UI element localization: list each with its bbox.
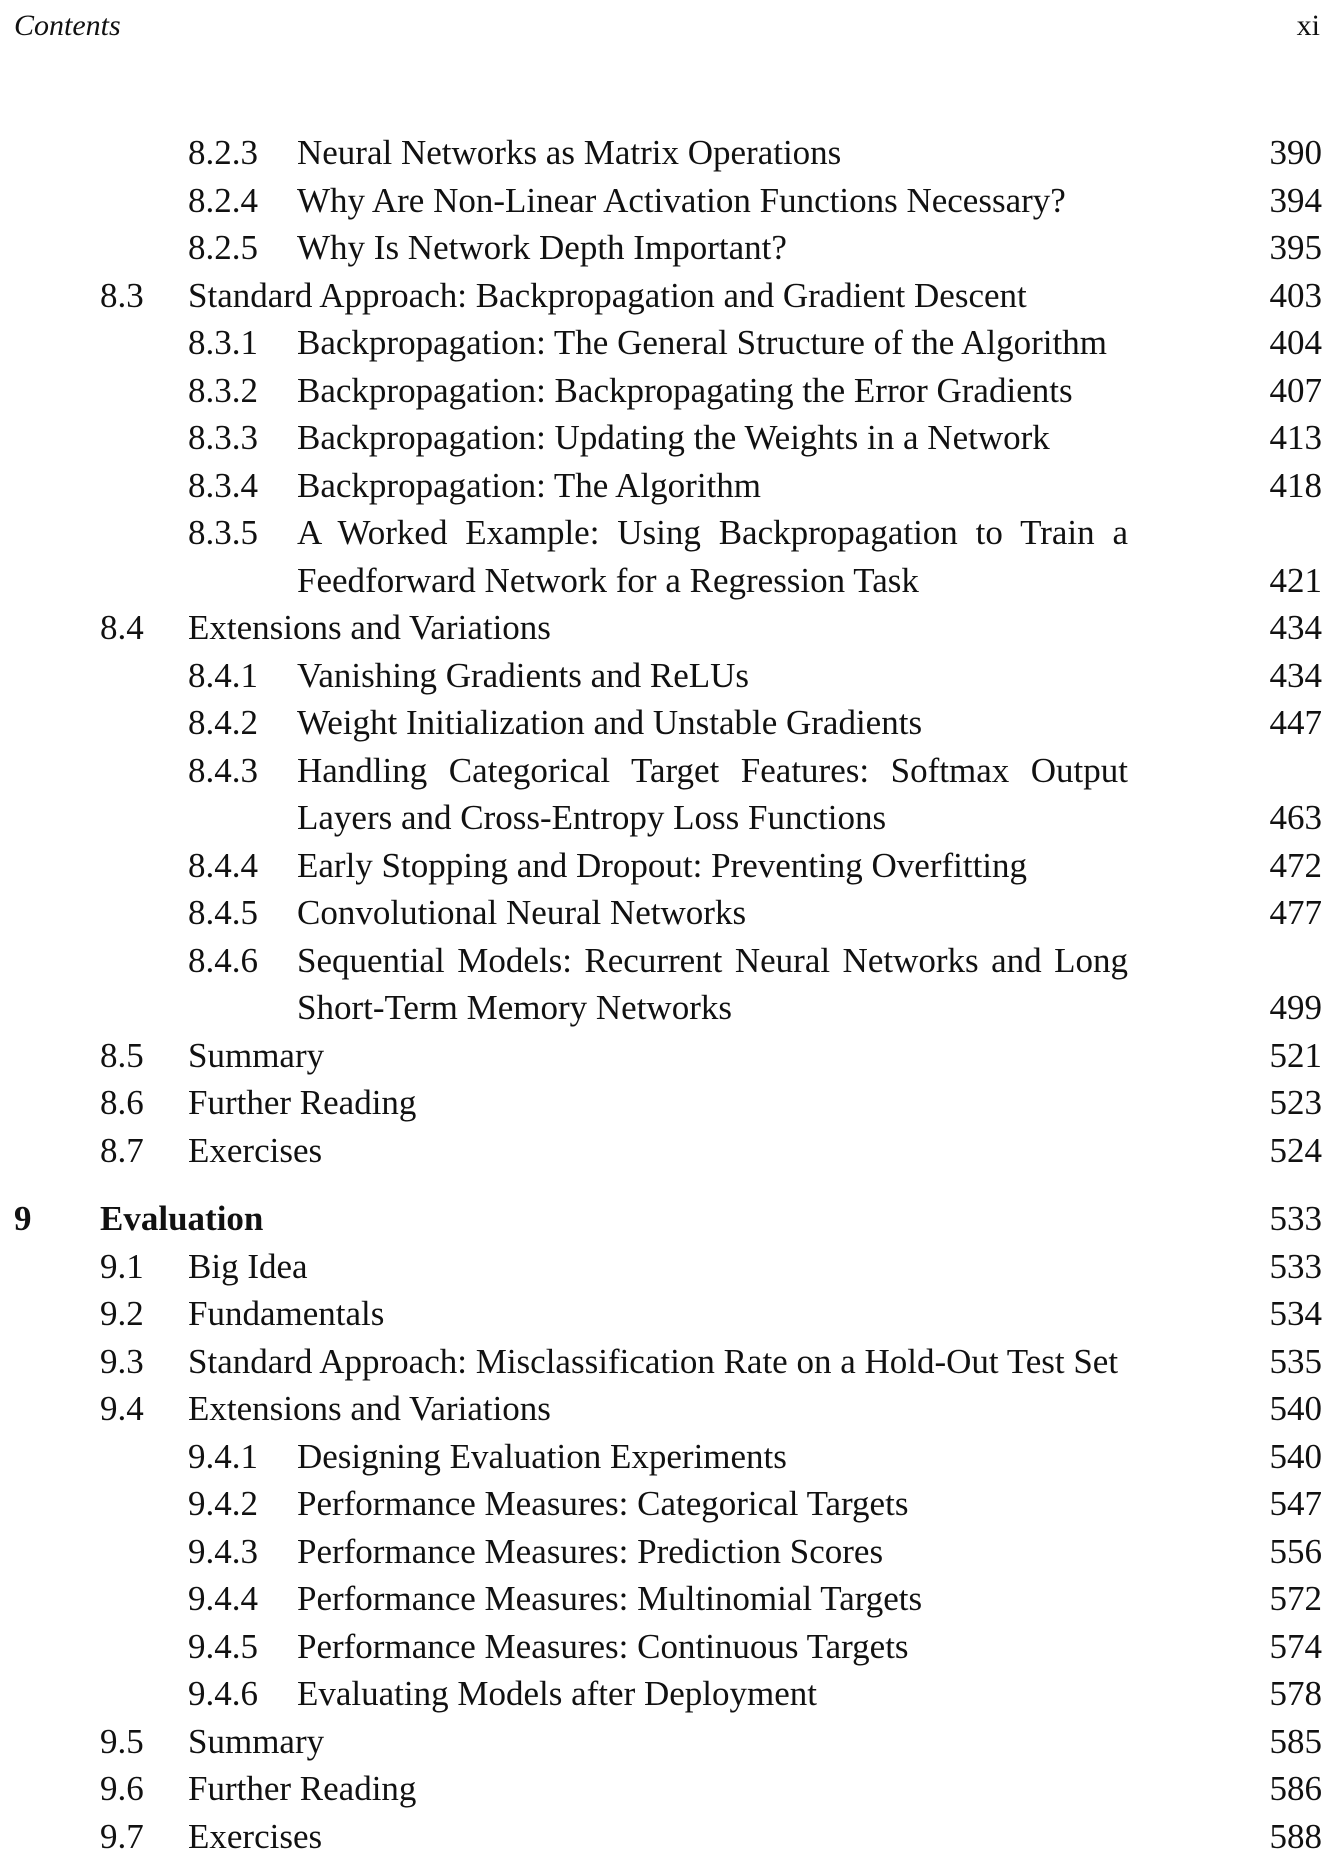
toc-entry-number: 9 xyxy=(14,1195,32,1243)
toc-section-entry xyxy=(0,1290,1344,1338)
toc-entry-page: 407 xyxy=(1270,367,1323,415)
toc-entry-page: 463 xyxy=(1270,794,1323,842)
toc-entry-number: 8.2.4 xyxy=(188,177,258,225)
toc-entry-page: 574 xyxy=(1270,1623,1323,1671)
toc-entry-number: 9.5 xyxy=(100,1718,144,1766)
toc-entry-title: Extensions and Variations xyxy=(188,1385,551,1433)
toc-subsection-entry xyxy=(0,319,1344,367)
toc-entry-page: 585 xyxy=(1270,1718,1323,1766)
toc-entry-number: 8.3.3 xyxy=(188,414,258,462)
toc-entry-title: Sequential Models: Recurrent Neural Networks and Long xyxy=(297,937,1128,985)
toc-entry-page: 586 xyxy=(1270,1765,1323,1813)
toc-entry-title: Backpropagation: The Algorithm xyxy=(297,462,761,510)
toc-subsection-entry xyxy=(0,1575,1344,1623)
toc-section-entry xyxy=(0,1338,1344,1386)
toc-entry-page: 540 xyxy=(1270,1433,1323,1481)
toc-entry-title: Big Idea xyxy=(188,1243,308,1291)
toc-entry-title: Exercises xyxy=(188,1127,322,1175)
toc-entry-page: 535 xyxy=(1270,1338,1323,1386)
toc-entry-title: Exercises xyxy=(188,1813,322,1860)
toc-entry-title: Performance Measures: Prediction Scores xyxy=(297,1528,883,1576)
toc-subsection-entry xyxy=(0,177,1344,225)
toc-entry-title-continuation: Feedforward Network for a Regression Task xyxy=(297,557,919,605)
toc-entry-number: 8.3.2 xyxy=(188,367,258,415)
toc-entry-number: 8.4.2 xyxy=(188,699,258,747)
toc-section-entry xyxy=(0,272,1344,320)
toc-entry-number: 9.6 xyxy=(100,1765,144,1813)
toc-entry-title: Fundamentals xyxy=(188,1290,384,1338)
toc-entry-page: 472 xyxy=(1270,842,1323,890)
toc-entry-number: 8.3.5 xyxy=(188,509,258,557)
toc-subsection-entry xyxy=(0,937,1344,1032)
toc-section-entry xyxy=(0,1243,1344,1291)
toc-subsection-entry xyxy=(0,129,1344,177)
toc-entry-page: 533 xyxy=(1270,1195,1323,1243)
toc-entry-page: 394 xyxy=(1270,177,1323,225)
toc-entry-number: 8.2.5 xyxy=(188,224,258,272)
toc-entry-title: Weight Initialization and Unstable Gradients xyxy=(297,699,922,747)
toc-subsection-entry xyxy=(0,224,1344,272)
toc-entry-title: Handling Categorical Target Features: Softmax Output xyxy=(297,747,1128,795)
toc-entry-title: Summary xyxy=(188,1718,324,1766)
toc-entry-page: 421 xyxy=(1270,557,1323,605)
toc-entry-page: 540 xyxy=(1270,1385,1323,1433)
toc-entry-number: 8.4.1 xyxy=(188,652,258,700)
toc-subsection-entry xyxy=(0,1670,1344,1718)
toc-entry-number: 8.3.4 xyxy=(188,462,258,510)
toc-entry-title: Designing Evaluation Experiments xyxy=(297,1433,787,1481)
toc-entry-number: 8.4.5 xyxy=(188,889,258,937)
toc-entry-number: 9.3 xyxy=(100,1338,144,1386)
toc-entry-page: 533 xyxy=(1270,1243,1323,1291)
toc-entry-page: 447 xyxy=(1270,699,1323,747)
toc-entry-number: 8.4 xyxy=(100,604,144,652)
toc-entry-page: 418 xyxy=(1270,462,1323,510)
toc-subsection-entry xyxy=(0,842,1344,890)
toc-entry-number: 9.2 xyxy=(100,1290,144,1338)
toc-entry-title: Performance Measures: Continuous Targets xyxy=(297,1623,909,1671)
toc-entry-number: 9.4.5 xyxy=(188,1623,258,1671)
toc-entry-number: 8.7 xyxy=(100,1127,144,1175)
toc-entry-page: 588 xyxy=(1270,1813,1323,1860)
toc-entry-title: Standard Approach: Backpropagation and Gradient Descent xyxy=(188,272,1027,320)
toc-entry-title: Neural Networks as Matrix Operations xyxy=(297,129,841,177)
toc-entry-title: Further Reading xyxy=(188,1765,416,1813)
toc-entry-page: 523 xyxy=(1270,1079,1323,1127)
toc-entry-title: Extensions and Variations xyxy=(188,604,551,652)
running-head-title: Contents xyxy=(14,6,121,46)
toc-entry-title: Backpropagation: Backpropagating the Error Gradients xyxy=(297,367,1073,415)
toc-section-entry xyxy=(0,1813,1344,1860)
toc-entry-title: Performance Measures: Categorical Targets xyxy=(297,1480,908,1528)
toc-entry-title: A Worked Example: Using Backpropagation to Train a xyxy=(297,509,1128,557)
toc-subsection-entry xyxy=(0,462,1344,510)
toc-subsection-entry xyxy=(0,699,1344,747)
toc-entry-number: 9.4 xyxy=(100,1385,144,1433)
toc-entry-page: 413 xyxy=(1270,414,1323,462)
toc-entry-title: Evaluation xyxy=(100,1195,263,1243)
toc-entry-page: 534 xyxy=(1270,1290,1323,1338)
toc-entry-page: 404 xyxy=(1270,319,1323,367)
toc-entry-title: Evaluating Models after Deployment xyxy=(297,1670,817,1718)
toc-entry-title: Why Are Non-Linear Activation Functions Necessary? xyxy=(297,177,1066,225)
toc-subsection-entry xyxy=(0,889,1344,937)
toc-entry-number: 8.2.3 xyxy=(188,129,258,177)
toc-entry-number: 8.4.4 xyxy=(188,842,258,890)
toc-entry-page: 499 xyxy=(1270,984,1323,1032)
toc-entry-number: 9.7 xyxy=(100,1813,144,1860)
toc-entry-page: 578 xyxy=(1270,1670,1323,1718)
toc-entry-title: Backpropagation: The General Structure of the Algorithm xyxy=(297,319,1107,367)
toc-subsection-entry xyxy=(0,1480,1344,1528)
toc-entry-page: 521 xyxy=(1270,1032,1323,1080)
toc-entry-number: 9.1 xyxy=(100,1243,144,1291)
toc-entry-title: Performance Measures: Multinomial Targets xyxy=(297,1575,922,1623)
toc-entry-title: Summary xyxy=(188,1032,324,1080)
toc-entry-number: 8.4.3 xyxy=(188,747,258,795)
toc-section-entry xyxy=(0,604,1344,652)
toc-entry-number: 9.4.6 xyxy=(188,1670,258,1718)
toc-entry-page: 434 xyxy=(1270,652,1323,700)
toc-subsection-entry xyxy=(0,414,1344,462)
toc-entry-page: 556 xyxy=(1270,1528,1323,1576)
toc-entry-title: Further Reading xyxy=(188,1079,416,1127)
toc-entry-title-continuation: Layers and Cross-Entropy Loss Functions xyxy=(297,794,886,842)
toc-entry-number: 9.4.1 xyxy=(188,1433,258,1481)
toc-section-entry xyxy=(0,1718,1344,1766)
toc-entry-title: Standard Approach: Misclassification Rate on a Hold-Out Test Set xyxy=(188,1338,1118,1386)
toc-chapter-entry xyxy=(0,1195,1344,1243)
toc-subsection-entry xyxy=(0,747,1344,842)
toc-section-entry xyxy=(0,1385,1344,1433)
toc-entry-number: 8.5 xyxy=(100,1032,144,1080)
toc-entry-page: 477 xyxy=(1270,889,1323,937)
toc-subsection-entry xyxy=(0,1623,1344,1671)
toc-entry-page: 524 xyxy=(1270,1127,1323,1175)
toc-section-entry xyxy=(0,1765,1344,1813)
toc-entry-title: Early Stopping and Dropout: Preventing Overfitting xyxy=(297,842,1027,890)
toc-section-entry xyxy=(0,1127,1344,1175)
toc-entry-title: Vanishing Gradients and ReLUs xyxy=(297,652,749,700)
toc-entry-page: 434 xyxy=(1270,604,1323,652)
toc-entry-number: 9.4.3 xyxy=(188,1528,258,1576)
toc-subsection-entry xyxy=(0,367,1344,415)
toc-entry-page: 403 xyxy=(1270,272,1323,320)
toc-section-entry xyxy=(0,1079,1344,1127)
page-number: xi xyxy=(1297,6,1320,46)
toc-subsection-entry xyxy=(0,509,1344,604)
toc-subsection-entry xyxy=(0,1528,1344,1576)
toc-subsection-entry xyxy=(0,1433,1344,1481)
toc-entry-title-continuation: Short-Term Memory Networks xyxy=(297,984,732,1032)
toc-entry-number: 8.6 xyxy=(100,1079,144,1127)
toc-entry-number: 9.4.4 xyxy=(188,1575,258,1623)
toc-entry-page: 572 xyxy=(1270,1575,1323,1623)
toc-entry-title: Why Is Network Depth Important? xyxy=(297,224,787,272)
toc-entry-page: 547 xyxy=(1270,1480,1323,1528)
toc-entry-number: 8.4.6 xyxy=(188,937,258,985)
toc-entry-number: 8.3.1 xyxy=(188,319,258,367)
toc-subsection-entry xyxy=(0,652,1344,700)
toc-entry-number: 8.3 xyxy=(100,272,144,320)
toc-entry-title: Backpropagation: Updating the Weights in a Network xyxy=(297,414,1050,462)
toc-entry-page: 390 xyxy=(1270,129,1323,177)
toc-entry-number: 9.4.2 xyxy=(188,1480,258,1528)
table-of-contents xyxy=(0,129,1344,1860)
toc-entry-page: 395 xyxy=(1270,224,1323,272)
toc-entry-title: Convolutional Neural Networks xyxy=(297,889,746,937)
running-head xyxy=(14,6,1320,46)
toc-section-entry xyxy=(0,1032,1344,1080)
